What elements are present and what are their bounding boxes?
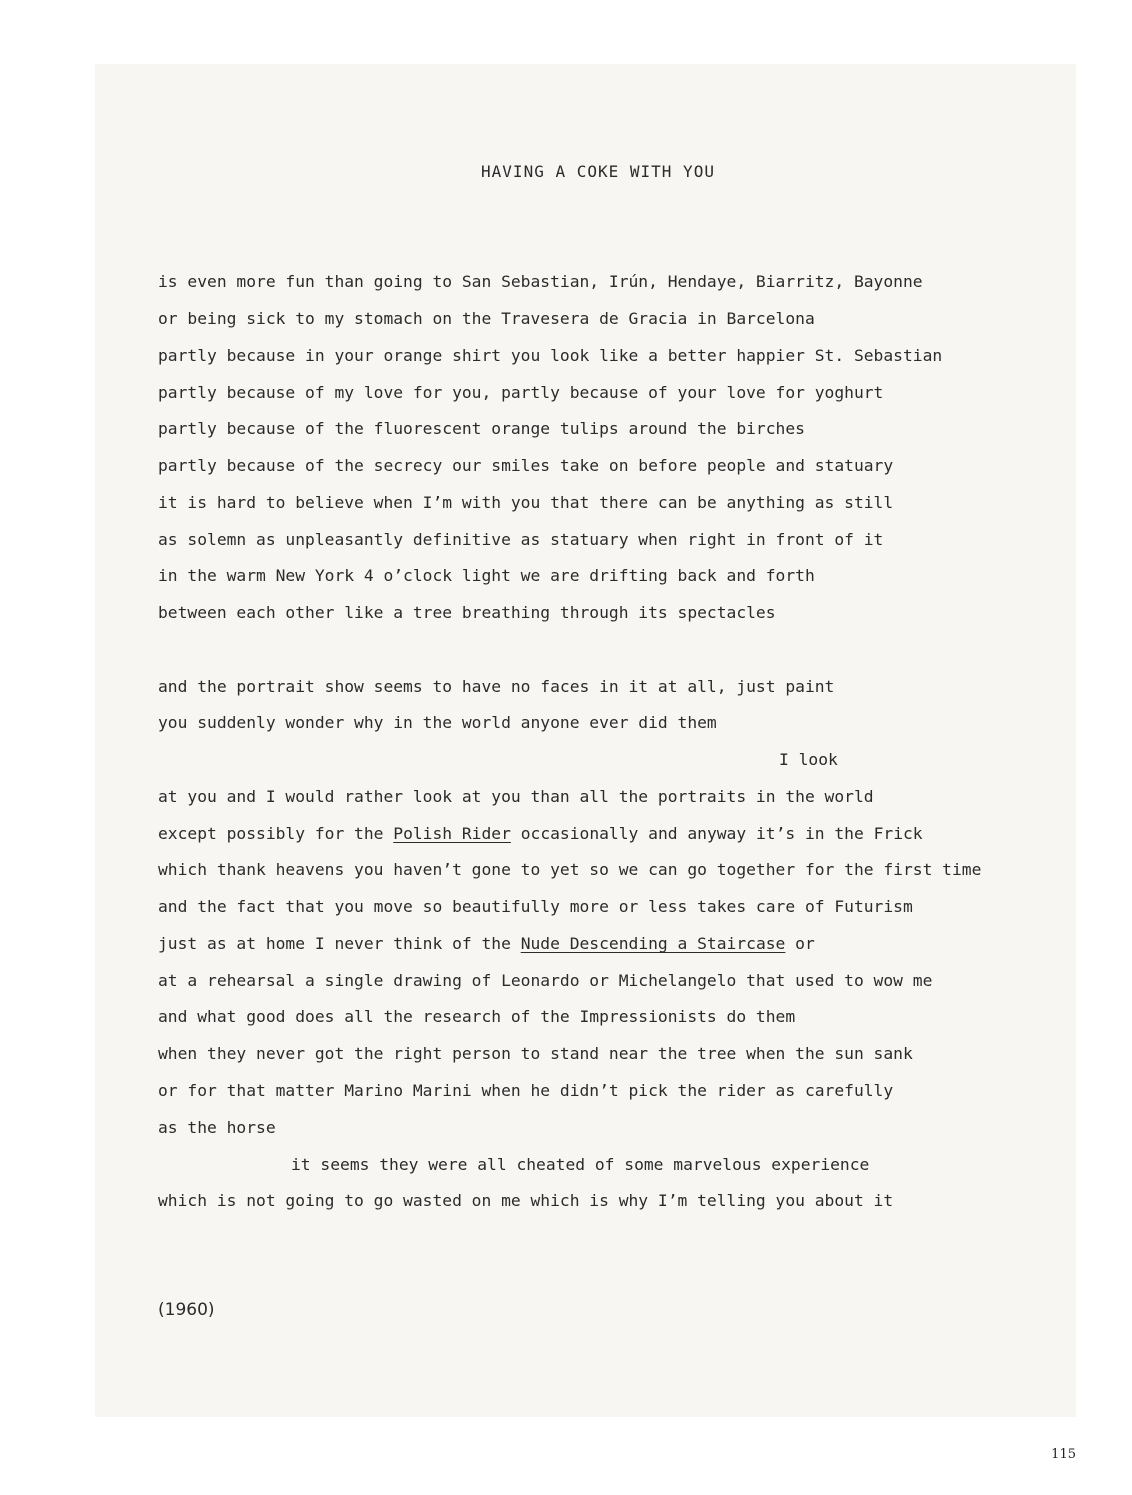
poem-line: and the fact that you move so beautifully more or less takes care of Futurism — [158, 897, 913, 916]
poem-line: is even more fun than going to San Sebastian, Irún, Hendaye, Biarritz, Bayonne — [158, 272, 923, 291]
poem-line: which thank heavens you haven’t gone to yet so we can go together for the first time — [158, 860, 982, 879]
artwork-title-polish-rider: Polish Rider — [393, 824, 511, 843]
poem-sheet — [95, 64, 1076, 1417]
poem-line: in the warm New York 4 o’clock light we are drifting back and forth — [158, 566, 815, 585]
poem-line: when they never got the right person to stand near the tree when the sun sank — [158, 1044, 913, 1063]
poem-line: partly because of the fluorescent orange tulips around the birches — [158, 419, 805, 438]
poem-line: at a rehearsal a single drawing of Leonardo or Michelangelo that used to wow me — [158, 971, 933, 990]
line-text: or — [785, 934, 815, 953]
poem-line: which is not going to go wasted on me which is why I’m telling you about it — [158, 1191, 894, 1210]
poem-line: partly because in your orange shirt you look like a better happier St. Sebastian — [158, 346, 943, 365]
poem-line: and what good does all the research of the Impressionists do them — [158, 1007, 796, 1026]
line-text: except possibly for the — [158, 824, 394, 843]
line-text: occasionally and anyway it’s in the Frick — [510, 824, 923, 843]
artwork-title-nude-descending: Nude Descending a Staircase — [520, 934, 786, 953]
poem-line: at you and I would rather look at you than all the portraits in the world — [158, 787, 874, 806]
poem-line-indented: I look — [779, 750, 838, 769]
poem-line: as solemn as unpleasantly definitive as statuary when right in front of it — [158, 530, 884, 549]
poem-line: it is hard to believe when I’m with you that there can be anything as still — [158, 493, 894, 512]
poem-line: or for that matter Marino Marini when he didn’t pick the rider as carefully — [158, 1081, 894, 1100]
page-number: 115 — [1051, 1447, 1076, 1462]
poem-line: or being sick to my stomach on the Travesera de Gracia in Barcelona — [158, 309, 815, 328]
line-text: just as at home I never think of the — [158, 934, 521, 953]
poem-line: partly because of my love for you, partly because of your love for yoghurt — [158, 383, 884, 402]
poem-line: and the portrait show seems to have no faces in it at all, just paint — [158, 677, 835, 696]
poem-line: as the horse — [158, 1118, 276, 1137]
poem-date: (1960) — [158, 1300, 215, 1320]
poem-line: between each other like a tree breathing through its spectacles — [158, 603, 776, 622]
poem-line-indented: it seems they were all cheated of some marvelous experience — [291, 1155, 870, 1174]
poem-line: you suddenly wonder why in the world anyone ever did them — [158, 713, 717, 732]
poem-line: partly because of the secrecy our smiles take on before people and statuary — [158, 456, 894, 475]
poem-line — [158, 824, 923, 844]
poem-title: HAVING A COKE WITH YOU — [481, 162, 715, 181]
poem-line — [158, 934, 815, 954]
